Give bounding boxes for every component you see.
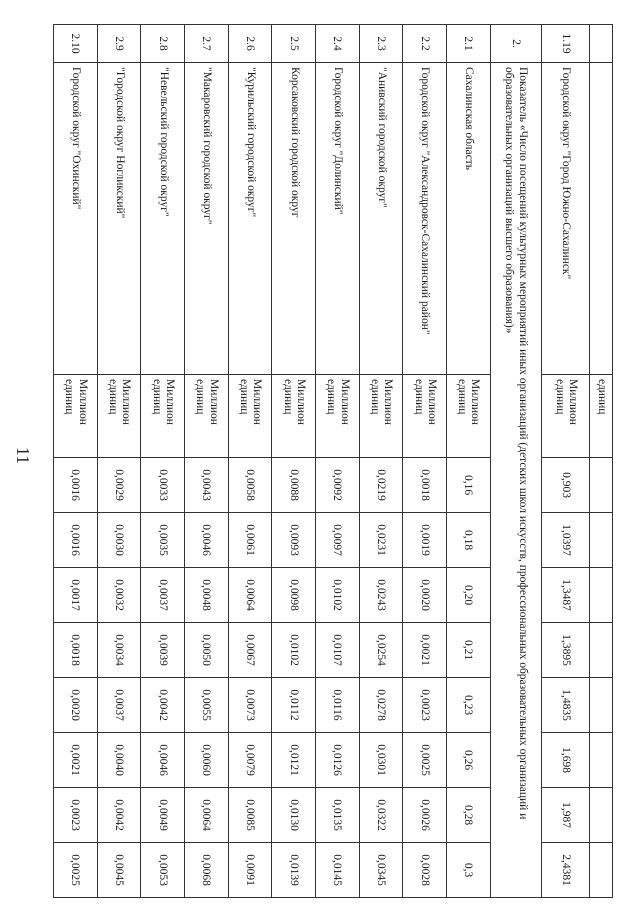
row-unit: Миллион единиц [403, 375, 447, 458]
value-cell: 0,0046 [185, 513, 229, 568]
value-cell: 0,0102 [272, 623, 316, 678]
value-cell: 0,0030 [97, 513, 141, 568]
value-cell: 0,0130 [272, 788, 316, 843]
value-cell: 0,0055 [185, 678, 229, 733]
row-unit: Миллион единиц [185, 375, 229, 458]
value-cell: 0,0092 [315, 458, 359, 513]
table-row [542, 25, 590, 898]
row-name: "Макаровский городской округ" [185, 63, 229, 375]
value-cell: 0,0016 [54, 513, 98, 568]
value-cell: 0,0322 [359, 788, 403, 843]
value-cell: 0,0060 [185, 733, 229, 788]
value-cell: 0,0029 [97, 458, 141, 513]
value-cell: 0,0046 [141, 733, 185, 788]
row-unit: Миллион единиц [54, 375, 98, 458]
value-cell: 0,0301 [359, 733, 403, 788]
value-cell: 0,0026 [403, 788, 447, 843]
row-name: "Курильский городской округ" [228, 63, 272, 375]
value-cell: 0,0091 [228, 843, 272, 898]
value-cell: 0,0067 [228, 623, 272, 678]
value-cell: 0,20 [446, 568, 490, 623]
value-cell: 0,0042 [97, 788, 141, 843]
section-rows [54, 25, 491, 898]
row-number: 2.4 [315, 25, 359, 63]
value-cell: 0,0034 [97, 623, 141, 678]
value-cell: 0,0145 [315, 843, 359, 898]
table-row [97, 25, 141, 898]
value-cell: 0,0116 [315, 678, 359, 733]
value-cell: 0,0045 [97, 843, 141, 898]
value-cell: 1,0397 [542, 513, 590, 568]
value-cell: 0,0068 [185, 843, 229, 898]
value-cell: 0,0139 [272, 843, 316, 898]
value-cell: 1,3895 [542, 623, 590, 678]
value-cell: 0,0085 [228, 788, 272, 843]
table-row [141, 25, 185, 898]
value-cell: 0,0043 [185, 458, 229, 513]
row-name: Городской округ "Долинский" [315, 63, 359, 375]
row-number: 2.2 [403, 25, 447, 63]
value-cell: 0,0018 [54, 623, 98, 678]
rotated-page [53, 24, 613, 897]
value-cell: 0,0107 [315, 623, 359, 678]
row-unit: Миллион единиц [141, 375, 185, 458]
row-unit: Миллион единиц [272, 375, 316, 458]
value-cell: 0,0049 [141, 788, 185, 843]
unit-cell: единиц [590, 375, 613, 458]
value-cell: 0,0231 [359, 513, 403, 568]
value-cell: 0,23 [446, 678, 490, 733]
value-cell: 0,0243 [359, 568, 403, 623]
value-cell: 0,0097 [315, 513, 359, 568]
row-number: 1.19 [542, 25, 590, 63]
value-cell: 0,18 [446, 513, 490, 568]
row-unit: Миллион единиц [542, 375, 590, 458]
section-number: 2. [490, 25, 542, 63]
value-cell: 0,0018 [403, 458, 447, 513]
row-number: 2.9 [97, 25, 141, 63]
cell-empty [590, 25, 613, 63]
value-cell: 0,0345 [359, 843, 403, 898]
row-number: 2.6 [228, 25, 272, 63]
value-cell: 0,0219 [359, 458, 403, 513]
row-name: Городской округ "Охинский" [54, 63, 98, 375]
row-name: "Городской округ Ногликский" [97, 63, 141, 375]
value-cell: 0,0079 [228, 733, 272, 788]
row-name: Корсаковский городской округ [272, 63, 316, 375]
value-cell: 0,0064 [228, 568, 272, 623]
row-unit: Миллион единиц [315, 375, 359, 458]
row-name: Городской округ "Александровск-Сахалинский район" [403, 63, 447, 375]
table-row [185, 25, 229, 898]
value-cell: 0,0126 [315, 733, 359, 788]
row-unit: Миллион единиц [359, 375, 403, 458]
value-cell: 0,0023 [54, 788, 98, 843]
value-cell: 0,0121 [272, 733, 316, 788]
section-title: Показатель «Число посещений культурных мероприятий иных организаций (детских школ искусств, профессиональных образовательных организаций и образовательных организаций высшего образования)» [490, 63, 542, 898]
row-unit: Миллион единиц [97, 375, 141, 458]
value-cell: 0,0037 [97, 678, 141, 733]
value-cell: 1,698 [542, 733, 590, 788]
value-cell: 0,0035 [141, 513, 185, 568]
indicator-table [53, 24, 613, 898]
value-cell: 0,21 [446, 623, 490, 678]
row-name: Сахалинская область [446, 63, 490, 375]
table-row [359, 25, 403, 898]
row-name: "Невельский городской округ" [141, 63, 185, 375]
value-cell: 0,0033 [141, 458, 185, 513]
table-row [315, 25, 359, 898]
value-cell: 0,28 [446, 788, 490, 843]
value-cell: 0,0016 [54, 458, 98, 513]
row-number: 2.3 [359, 25, 403, 63]
value-cell: 0,0102 [315, 568, 359, 623]
table-row [446, 25, 490, 898]
value-cell: 1,987 [542, 788, 590, 843]
value-cell: 0,0017 [54, 568, 98, 623]
value-cell: 0,0278 [359, 678, 403, 733]
table-row [403, 25, 447, 898]
value-cell: 0,0058 [228, 458, 272, 513]
row-number: 2.8 [141, 25, 185, 63]
row-number: 2.10 [54, 25, 98, 63]
value-cell: 0,0019 [403, 513, 447, 568]
section-row [490, 25, 542, 898]
value-cell: 0,0254 [359, 623, 403, 678]
value-cell: 1,3487 [542, 568, 590, 623]
value-cell: 0,0025 [403, 733, 447, 788]
table-row-top [590, 25, 613, 898]
value-cell: 0,0050 [185, 623, 229, 678]
value-cell: 0,0061 [228, 513, 272, 568]
value-cell: 0,26 [446, 733, 490, 788]
value-cell: 0,0023 [403, 678, 447, 733]
value-cell: 0,0037 [141, 568, 185, 623]
value-cell: 0,0040 [97, 733, 141, 788]
row-name: "Анивский городской округ" [359, 63, 403, 375]
value-cell: 0,0021 [403, 623, 447, 678]
row-number: 2.7 [185, 25, 229, 63]
value-cell: 0,0064 [185, 788, 229, 843]
value-cell: 2,4381 [542, 843, 590, 898]
row-number: 2.1 [446, 25, 490, 63]
value-cell: 0,0039 [141, 623, 185, 678]
value-cell: 0,0048 [185, 568, 229, 623]
value-cell: 0,0093 [272, 513, 316, 568]
page-number: 11 [13, 446, 34, 465]
value-cell: 0,0112 [272, 678, 316, 733]
value-cell: 1,4835 [542, 678, 590, 733]
value-cell: 0,0020 [54, 678, 98, 733]
table-row [228, 25, 272, 898]
value-cell: 0,0021 [54, 733, 98, 788]
value-cell: 0,3 [446, 843, 490, 898]
table-row [54, 25, 98, 898]
value-cell: 0,0073 [228, 678, 272, 733]
row-unit: Миллион единиц [228, 375, 272, 458]
value-cell: 0,903 [542, 458, 590, 513]
value-cell: 0,0135 [315, 788, 359, 843]
value-cell: 0,0032 [97, 568, 141, 623]
value-cell: 0,0025 [54, 843, 98, 898]
value-cell: 0,16 [446, 458, 490, 513]
value-cell: 0,0028 [403, 843, 447, 898]
row-number: 2.5 [272, 25, 316, 63]
table-row [272, 25, 316, 898]
value-cell: 0,0088 [272, 458, 316, 513]
row-unit: Миллион единиц [446, 375, 490, 458]
value-cell: 0,0042 [141, 678, 185, 733]
value-cell: 0,0053 [141, 843, 185, 898]
cell-empty [590, 63, 613, 375]
row-name: Городской округ "Город Южно-Сахалинск" [542, 63, 590, 375]
value-cell: 0,0020 [403, 568, 447, 623]
value-cell: 0,0098 [272, 568, 316, 623]
